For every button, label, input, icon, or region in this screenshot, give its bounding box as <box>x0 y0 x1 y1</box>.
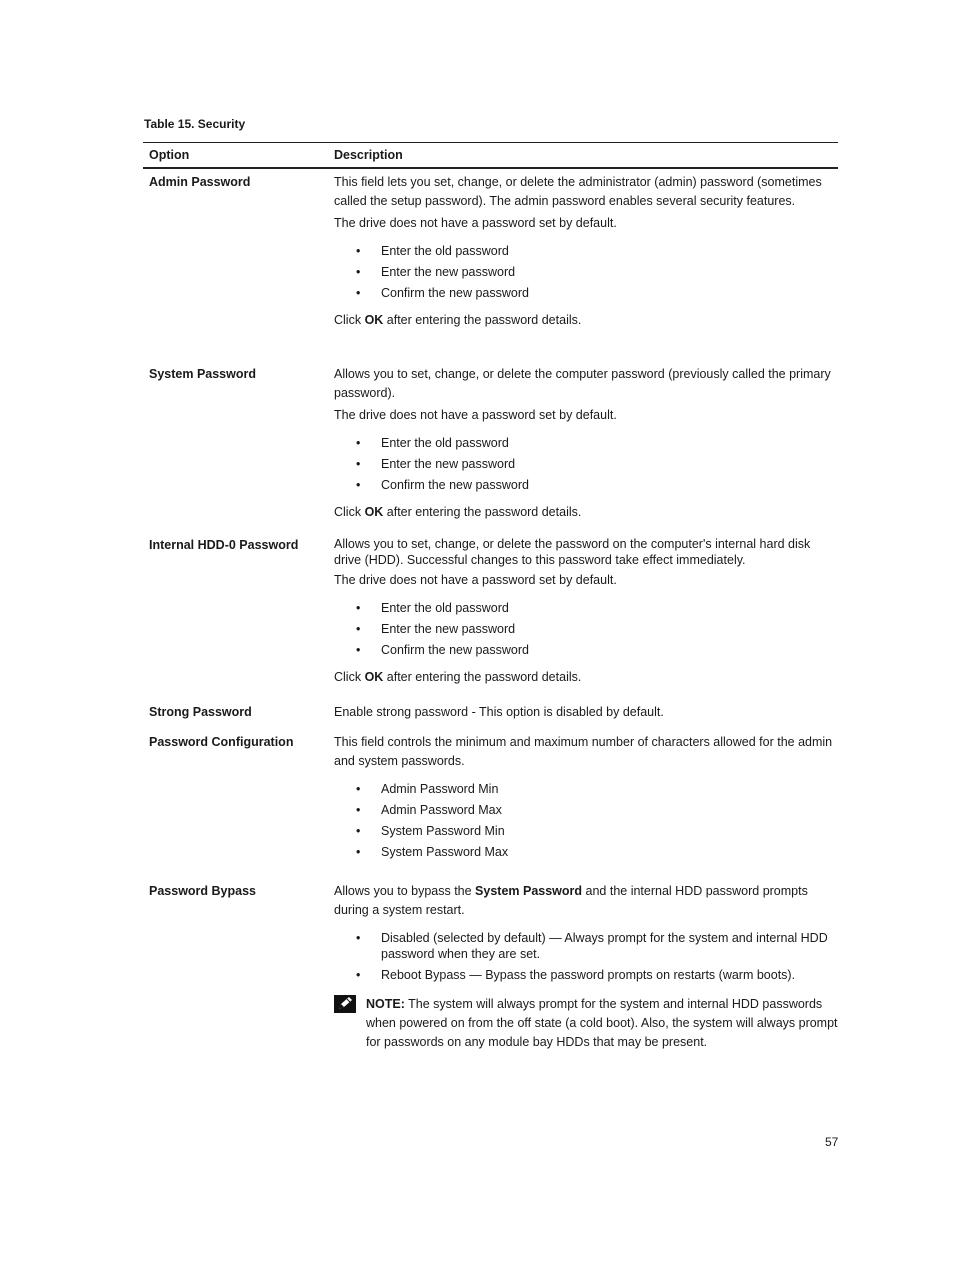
list-item: • Confirm the new password <box>334 285 838 301</box>
table-row-system-password <box>143 365 838 522</box>
list-item: • Enter the new password <box>334 264 838 280</box>
option-name: Internal HDD-0 Password <box>149 538 299 552</box>
steps-list <box>334 243 838 301</box>
header-description: Description <box>334 147 403 162</box>
option-description <box>334 882 838 1052</box>
option-name: Password Configuration <box>149 735 294 749</box>
ok-label: OK <box>364 505 384 519</box>
option-description <box>334 703 838 722</box>
option-name: Admin Password <box>149 175 251 189</box>
table-row-strong-password <box>143 703 838 722</box>
default-note: The drive does not have a password set by default. <box>334 573 617 587</box>
table-row-password-configuration <box>143 733 838 870</box>
click-ok-instruction: Click OK after entering the password details. <box>334 670 582 684</box>
description-text: Allows you to set, change, or delete the password on the computer's internal hard disk drive (HDD). Successful changes to this password take effect immediately. <box>334 537 811 567</box>
list-item: • Enter the new password <box>334 621 838 637</box>
security-table <box>143 142 838 1049</box>
description-text: Allows you to bypass the System Password and the internal HDD password prompts during a system restart. <box>334 884 808 917</box>
description-text: Enable strong password - This option is disabled by default. <box>334 705 664 719</box>
list-item: • Reboot Bypass — Bypass the password prompts on restarts (warm boots). <box>334 967 838 983</box>
list-item: • System Password Max <box>334 844 838 860</box>
note-pencil-icon <box>334 995 356 1013</box>
note-label: NOTE: <box>366 997 405 1011</box>
table-row-password-bypass <box>143 882 838 1052</box>
list-item: • Enter the old password <box>334 600 838 616</box>
list-item: • Enter the new password <box>334 456 838 472</box>
option-name: System Password <box>149 367 256 381</box>
default-note: The drive does not have a password set by default. <box>334 408 617 422</box>
ok-label: OK <box>364 670 384 684</box>
description-text: This field controls the minimum and maximum number of characters allowed for the admin and system passwords. <box>334 735 833 768</box>
note-text: NOTE: The system will always prompt for the system and internal HDD passwords when powered on from the off state (a cold boot). Also, the system will always prompt for passwords on any module bay HDDs that may be present. <box>366 997 838 1049</box>
table-header <box>143 142 838 169</box>
list-item: • Enter the old password <box>334 435 838 451</box>
description-text: Allows you to set, change, or delete the computer password (previously called the primary password). <box>334 367 831 400</box>
header-option: Option <box>149 147 190 162</box>
option-name: Password Bypass <box>149 884 256 898</box>
click-ok-instruction: Click OK after entering the password details. <box>334 313 582 327</box>
steps-list <box>334 435 838 493</box>
option-name: Strong Password <box>149 705 252 719</box>
option-description <box>334 365 838 522</box>
click-ok-instruction: Click OK after entering the password details. <box>334 505 582 519</box>
table-caption: Table 15. Security <box>144 117 246 131</box>
default-note: The drive does not have a password set by default. <box>334 216 617 230</box>
option-description <box>334 733 838 870</box>
description-text: This field lets you set, change, or delete the administrator (admin) password (sometimes called the setup password). The admin password enables several security features. <box>334 175 822 208</box>
settings-list <box>334 781 838 860</box>
note-box <box>334 995 838 1052</box>
bypass-options-list <box>334 930 838 983</box>
page-number: 57 <box>825 1135 839 1149</box>
system-password-term: System Password <box>475 884 583 898</box>
list-item: • System Password Min <box>334 823 838 839</box>
list-item: • Admin Password Min <box>334 781 838 797</box>
table-row-admin-password <box>143 173 838 330</box>
option-description <box>334 536 838 687</box>
list-item: • Enter the old password <box>334 243 838 259</box>
list-item: • Disabled (selected by default) — Always prompt for the system and internal HDD password when they are set. <box>334 930 838 962</box>
option-description <box>334 173 838 330</box>
list-item: • Confirm the new password <box>334 477 838 493</box>
list-item: • Confirm the new password <box>334 642 838 658</box>
ok-label: OK <box>364 313 384 327</box>
steps-list <box>334 600 838 658</box>
list-item: • Admin Password Max <box>334 802 838 818</box>
table-row-internal-hdd-password <box>143 536 838 687</box>
